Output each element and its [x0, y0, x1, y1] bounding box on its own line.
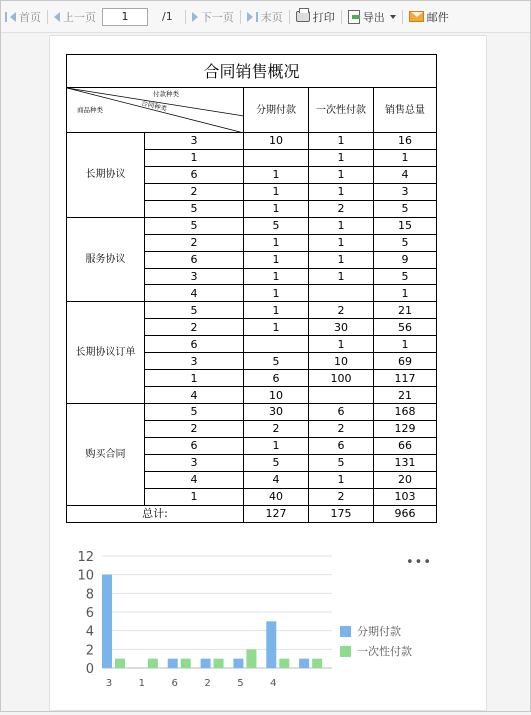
- lump-sum-cell: 2: [309, 488, 374, 505]
- total-sales-cell: 66: [374, 437, 437, 454]
- total-sales-cell: 1: [374, 285, 437, 302]
- product-type-cell: 3: [145, 353, 244, 370]
- lump-sum-cell: 1: [309, 149, 374, 166]
- installment-cell: 6: [244, 370, 309, 387]
- product-type-cell: 2: [145, 234, 244, 251]
- lump-sum-cell: 2: [309, 302, 374, 319]
- total-sales-cell: 168: [374, 404, 437, 421]
- y-tick-label: 12: [77, 550, 94, 565]
- installment-cell: 5: [244, 217, 309, 234]
- bar-installment: [201, 659, 211, 668]
- installment-cell: 4: [244, 471, 309, 488]
- header-installment: 分期付款: [244, 88, 309, 133]
- last-page-button[interactable]: 末页: [247, 9, 283, 25]
- bar-lump-sum: [246, 649, 256, 668]
- lump-sum-cell: 1: [309, 268, 374, 285]
- lump-sum-cell: 5: [309, 454, 374, 471]
- lump-sum-cell: 1: [309, 471, 374, 488]
- product-type-cell: 3: [145, 268, 244, 285]
- prev-page-icon: [54, 12, 60, 22]
- last-page-icon: [247, 12, 253, 22]
- y-tick-label: 8: [85, 587, 94, 603]
- bar-lump-sum: [312, 659, 322, 668]
- installment-cell: 1: [244, 285, 309, 302]
- lump-sum-cell: 1: [309, 166, 374, 183]
- y-tick-label: 0: [85, 662, 94, 677]
- total-sales-cell: 5: [374, 200, 437, 217]
- lump-sum-cell: 1: [309, 336, 374, 353]
- installment-cell: 2: [244, 420, 309, 437]
- report-table-body: [67, 55, 437, 523]
- legend-item-installment[interactable]: 分期付款: [340, 621, 412, 641]
- bar-lump-sum: [214, 659, 224, 668]
- installment-cell: 30: [244, 404, 309, 421]
- installment-cell: 5: [244, 353, 309, 370]
- total-sales-cell: 9: [374, 251, 437, 268]
- total-row: [67, 505, 437, 522]
- prev-page-button[interactable]: 上一页: [54, 9, 96, 25]
- bar-installment: [299, 659, 309, 668]
- product-type-cell: 6: [145, 437, 244, 454]
- total-sales-cell: 16: [374, 133, 437, 150]
- export-button[interactable]: 导出: [348, 9, 396, 25]
- y-tick-label: 2: [85, 643, 94, 659]
- installment-cell: [244, 149, 309, 166]
- total-sales-cell: 1: [374, 149, 437, 166]
- group-label: 服务协议: [67, 217, 145, 302]
- total-sales-cell: 21: [374, 387, 437, 404]
- lump-sum-cell: 1: [309, 133, 374, 150]
- installment-cell: [244, 336, 309, 353]
- legend-item-lump-sum[interactable]: 一次性付款: [340, 641, 412, 661]
- next-page-button[interactable]: 下一页: [192, 9, 234, 25]
- product-type-cell: 1: [145, 488, 244, 505]
- export-icon: [348, 10, 360, 24]
- y-tick-label: 6: [85, 606, 94, 621]
- installment-cell: 1: [244, 183, 309, 200]
- total-sales-cell: 56: [374, 319, 437, 336]
- lump-sum-cell: 2: [309, 420, 374, 437]
- lump-sum-cell: 2: [309, 200, 374, 217]
- bar-installment: [266, 621, 276, 668]
- installment-cell: 1: [244, 166, 309, 183]
- total-sales-cell: 1: [374, 336, 437, 353]
- product-type-cell: 4: [145, 285, 244, 302]
- total-installment: 127: [244, 505, 309, 522]
- table-row: [67, 404, 437, 421]
- page-total-label: /1: [162, 10, 173, 23]
- first-page-icon: [5, 12, 7, 22]
- product-type-cell: 6: [145, 251, 244, 268]
- lump-sum-cell: 1: [309, 217, 374, 234]
- total-sales-cell: 117: [374, 370, 437, 387]
- total-sales-cell: 21: [374, 302, 437, 319]
- first-page-button[interactable]: 首页: [5, 9, 41, 25]
- lump-sum-cell: 1: [309, 234, 374, 251]
- product-type-cell: 5: [145, 404, 244, 421]
- installment-cell: 1: [244, 302, 309, 319]
- product-type-cell: 1: [145, 149, 244, 166]
- product-type-cell: 2: [145, 420, 244, 437]
- total-sales-cell: 4: [374, 166, 437, 183]
- installment-cell: 1: [244, 268, 309, 285]
- printer-icon: [296, 11, 310, 22]
- bar-lump-sum: [279, 659, 289, 668]
- mail-icon: [409, 11, 424, 22]
- total-sales-cell: 5: [374, 234, 437, 251]
- group-label: 购买合同: [67, 404, 145, 506]
- contract-bar-chart: [50, 541, 488, 711]
- corner-label-payment-type: 付款种类: [153, 90, 179, 98]
- bar-installment: [233, 659, 243, 668]
- legend-swatch-lump-sum: [340, 646, 351, 657]
- y-tick-label: 4: [85, 624, 94, 640]
- product-type-cell: 3: [145, 133, 244, 150]
- product-type-cell: 2: [145, 319, 244, 336]
- lump-sum-cell: 1: [309, 183, 374, 200]
- mail-button[interactable]: 邮件: [409, 9, 449, 25]
- x-tick-label: 1: [138, 678, 146, 689]
- total-sales-cell: 15: [374, 217, 437, 234]
- chart-more-icon[interactable]: •••: [406, 555, 433, 570]
- product-type-cell: 6: [145, 336, 244, 353]
- total-total-sales: 966: [374, 505, 437, 522]
- installment-cell: 1: [244, 251, 309, 268]
- lump-sum-cell: 100: [309, 370, 374, 387]
- lump-sum-cell: 1: [309, 251, 374, 268]
- header-lump-sum: 一次性付款: [309, 88, 374, 133]
- product-type-cell: 6: [145, 166, 244, 183]
- y-tick-label: 10: [77, 568, 94, 584]
- group-label: 长期协议: [67, 133, 145, 218]
- total-sales-cell: 131: [374, 454, 437, 471]
- total-sales-cell: 3: [374, 183, 437, 200]
- lump-sum-cell: 6: [309, 404, 374, 421]
- bar-lump-sum: [181, 659, 191, 668]
- product-type-cell: 5: [145, 302, 244, 319]
- chart-canvas: [50, 541, 350, 711]
- installment-cell: 1: [244, 437, 309, 454]
- bar-lump-sum: [148, 659, 158, 668]
- bar-installment: [168, 659, 178, 668]
- page-number-input[interactable]: [102, 8, 148, 26]
- bar-installment: [102, 575, 112, 668]
- installment-cell: 1: [244, 319, 309, 336]
- product-type-cell: 4: [145, 471, 244, 488]
- lump-sum-cell: [309, 387, 374, 404]
- header-total-sales: 销售总量: [374, 88, 437, 133]
- total-lump-sum: 175: [309, 505, 374, 522]
- x-tick-label: 3: [105, 678, 113, 689]
- sales-report-table: [66, 54, 437, 523]
- bar-lump-sum: [115, 659, 125, 668]
- total-label: 总计:: [67, 505, 244, 522]
- product-type-cell: 1: [145, 370, 244, 387]
- product-type-cell: 3: [145, 454, 244, 471]
- total-sales-cell: 103: [374, 488, 437, 505]
- installment-cell: 40: [244, 488, 309, 505]
- product-type-cell: 4: [145, 387, 244, 404]
- installment-cell: 5: [244, 454, 309, 471]
- print-button[interactable]: 打印: [296, 9, 335, 25]
- lump-sum-cell: [309, 285, 374, 302]
- product-type-cell: 5: [145, 217, 244, 234]
- diagonal-header-cell: [67, 88, 244, 133]
- installment-cell: 1: [244, 200, 309, 217]
- x-tick-label: 6: [171, 678, 178, 689]
- chevron-down-icon: [390, 15, 396, 19]
- table-row: [67, 133, 437, 150]
- corner-label-contract-type: 合同种类: [140, 98, 168, 114]
- installment-cell: 10: [244, 387, 309, 404]
- legend-swatch-installment: [340, 626, 351, 637]
- corner-label-product-type: 商品种类: [77, 106, 103, 114]
- total-sales-cell: 69: [374, 353, 437, 370]
- product-type-cell: 2: [145, 183, 244, 200]
- lump-sum-cell: 10: [309, 353, 374, 370]
- x-tick-label: 2: [204, 678, 211, 689]
- report-title: 合同销售概况: [67, 55, 437, 88]
- table-row: [67, 302, 437, 319]
- installment-cell: 1: [244, 234, 309, 251]
- x-tick-label: 4: [270, 678, 277, 689]
- next-page-icon: [192, 12, 198, 22]
- chart-legend: [340, 621, 412, 661]
- lump-sum-cell: 6: [309, 437, 374, 454]
- x-tick-label: 5: [237, 678, 244, 689]
- lump-sum-cell: 30: [309, 319, 374, 336]
- report-toolbar: [1, 1, 530, 33]
- group-label: 长期协议订单: [67, 302, 145, 404]
- installment-cell: 10: [244, 133, 309, 150]
- total-sales-cell: 5: [374, 268, 437, 285]
- table-row: [67, 217, 437, 234]
- total-sales-cell: 129: [374, 420, 437, 437]
- total-sales-cell: 20: [374, 471, 437, 488]
- product-type-cell: 5: [145, 200, 244, 217]
- report-page: [49, 35, 487, 711]
